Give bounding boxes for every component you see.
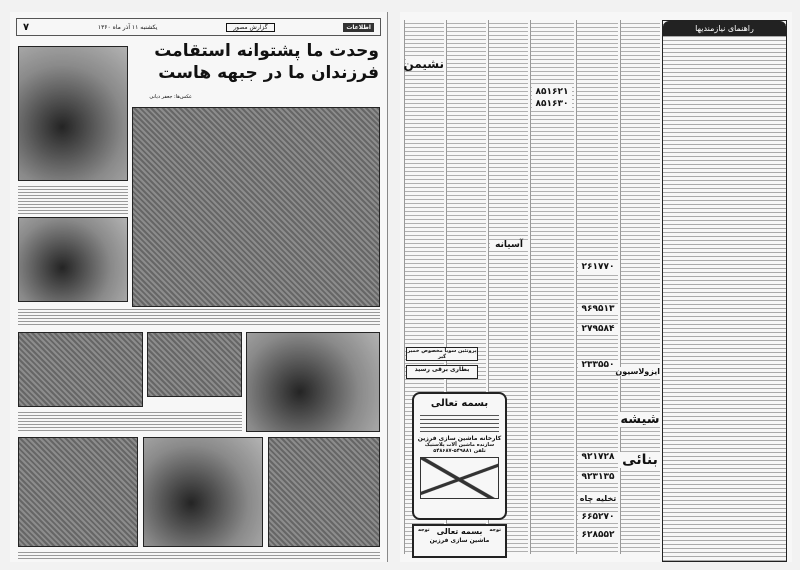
caption-text bbox=[18, 410, 242, 432]
ad-farzin-2 bbox=[412, 524, 507, 558]
caption-text bbox=[18, 550, 380, 560]
ad-heading: بنائی bbox=[620, 452, 660, 468]
classified-guide bbox=[662, 20, 787, 562]
ad-farzin bbox=[412, 392, 507, 520]
ad-phone: ۸۵۱۶۳۰ bbox=[532, 99, 572, 109]
ad-farzin-phone: تلفن ۵۴۹۸۸۱-۵۴۸۶۸۷ bbox=[433, 448, 486, 454]
ad-farzin-company: کارخانه ماشین سازی فرزین bbox=[417, 435, 502, 442]
ad-protein: پروتئین سویا مخصوص خمیر گیر bbox=[407, 348, 477, 360]
ad-phone: ۹۲۳۱۳۵ bbox=[578, 472, 618, 482]
ad-heading: نشیمن bbox=[403, 57, 444, 71]
ad-heading: شیشه bbox=[620, 412, 660, 427]
ad-phone: ۲۷۹۵۸۴ bbox=[578, 324, 618, 334]
page-header bbox=[16, 18, 381, 36]
masthead-logo: اطلاعات bbox=[343, 23, 374, 32]
photo-artillery bbox=[18, 217, 128, 302]
photo-field-2 bbox=[147, 332, 242, 397]
ad-farzin-sub: سازنده ماشین آلات پلاستیک bbox=[424, 442, 495, 448]
ad-heading: تخلیه چاه bbox=[579, 494, 617, 503]
ad-note: توجه bbox=[418, 527, 430, 533]
article-text bbox=[18, 307, 380, 327]
section-label: گزارش مصور bbox=[226, 23, 274, 32]
ad-phone: ۹۶۹۵۱۳ bbox=[578, 304, 618, 314]
page-number: ۷ bbox=[23, 21, 30, 33]
ad-title: بسمه تعالی bbox=[436, 527, 483, 536]
ad-phone: ۲۶۱۷۷۰ bbox=[578, 262, 618, 272]
photo-field bbox=[18, 332, 143, 407]
ad-farzin-map bbox=[420, 457, 499, 499]
ad-battery: بطاری برقی رسید bbox=[406, 365, 478, 379]
classified-column bbox=[615, 20, 660, 554]
headline-line-1: وحدت ما پشتوانه استقامت bbox=[154, 41, 379, 61]
ad-company: ماشین سازی فرزین bbox=[429, 537, 490, 544]
byline: عکس‌ها: جعفر دیانی bbox=[149, 94, 192, 100]
photo-soldiers-line bbox=[246, 332, 380, 432]
photo-cannon bbox=[268, 437, 380, 547]
headline-line-2: فرزندان ما در جبهه هاست bbox=[158, 63, 379, 83]
ad-phone: ۹۲۱۷۲۸ bbox=[578, 452, 618, 462]
ad-heading: آسیانه bbox=[490, 240, 528, 250]
photo-tank bbox=[18, 46, 128, 181]
ad-note: توجه bbox=[489, 527, 501, 533]
ad-phone: ۶۶۵۲۷۰ bbox=[578, 512, 618, 522]
ad-phone: ۸۵۱۶۲۱ bbox=[532, 87, 572, 97]
issue-date: یکشنبه ۱۱ آذر ماه ۱۳۶۰ bbox=[97, 23, 158, 31]
photo-gun bbox=[18, 437, 138, 547]
photo-soldiers-running bbox=[143, 437, 263, 547]
left-page bbox=[10, 12, 388, 562]
ad-farzin-title: بسمه تعالی bbox=[430, 398, 489, 409]
ad-farzin-body bbox=[420, 412, 499, 432]
article-text bbox=[18, 184, 128, 214]
guide-title: راهنمای نیازمندیها bbox=[663, 21, 786, 36]
ad-phone: ۲۳۳۵۵۰ bbox=[578, 360, 618, 370]
photo-soldiers-group bbox=[132, 107, 380, 307]
ad-heading: ایزولاسیون bbox=[615, 367, 660, 376]
ad-phone: ۶۲۸۵۵۲ bbox=[578, 530, 618, 540]
right-page bbox=[400, 12, 792, 562]
headline bbox=[154, 40, 379, 84]
